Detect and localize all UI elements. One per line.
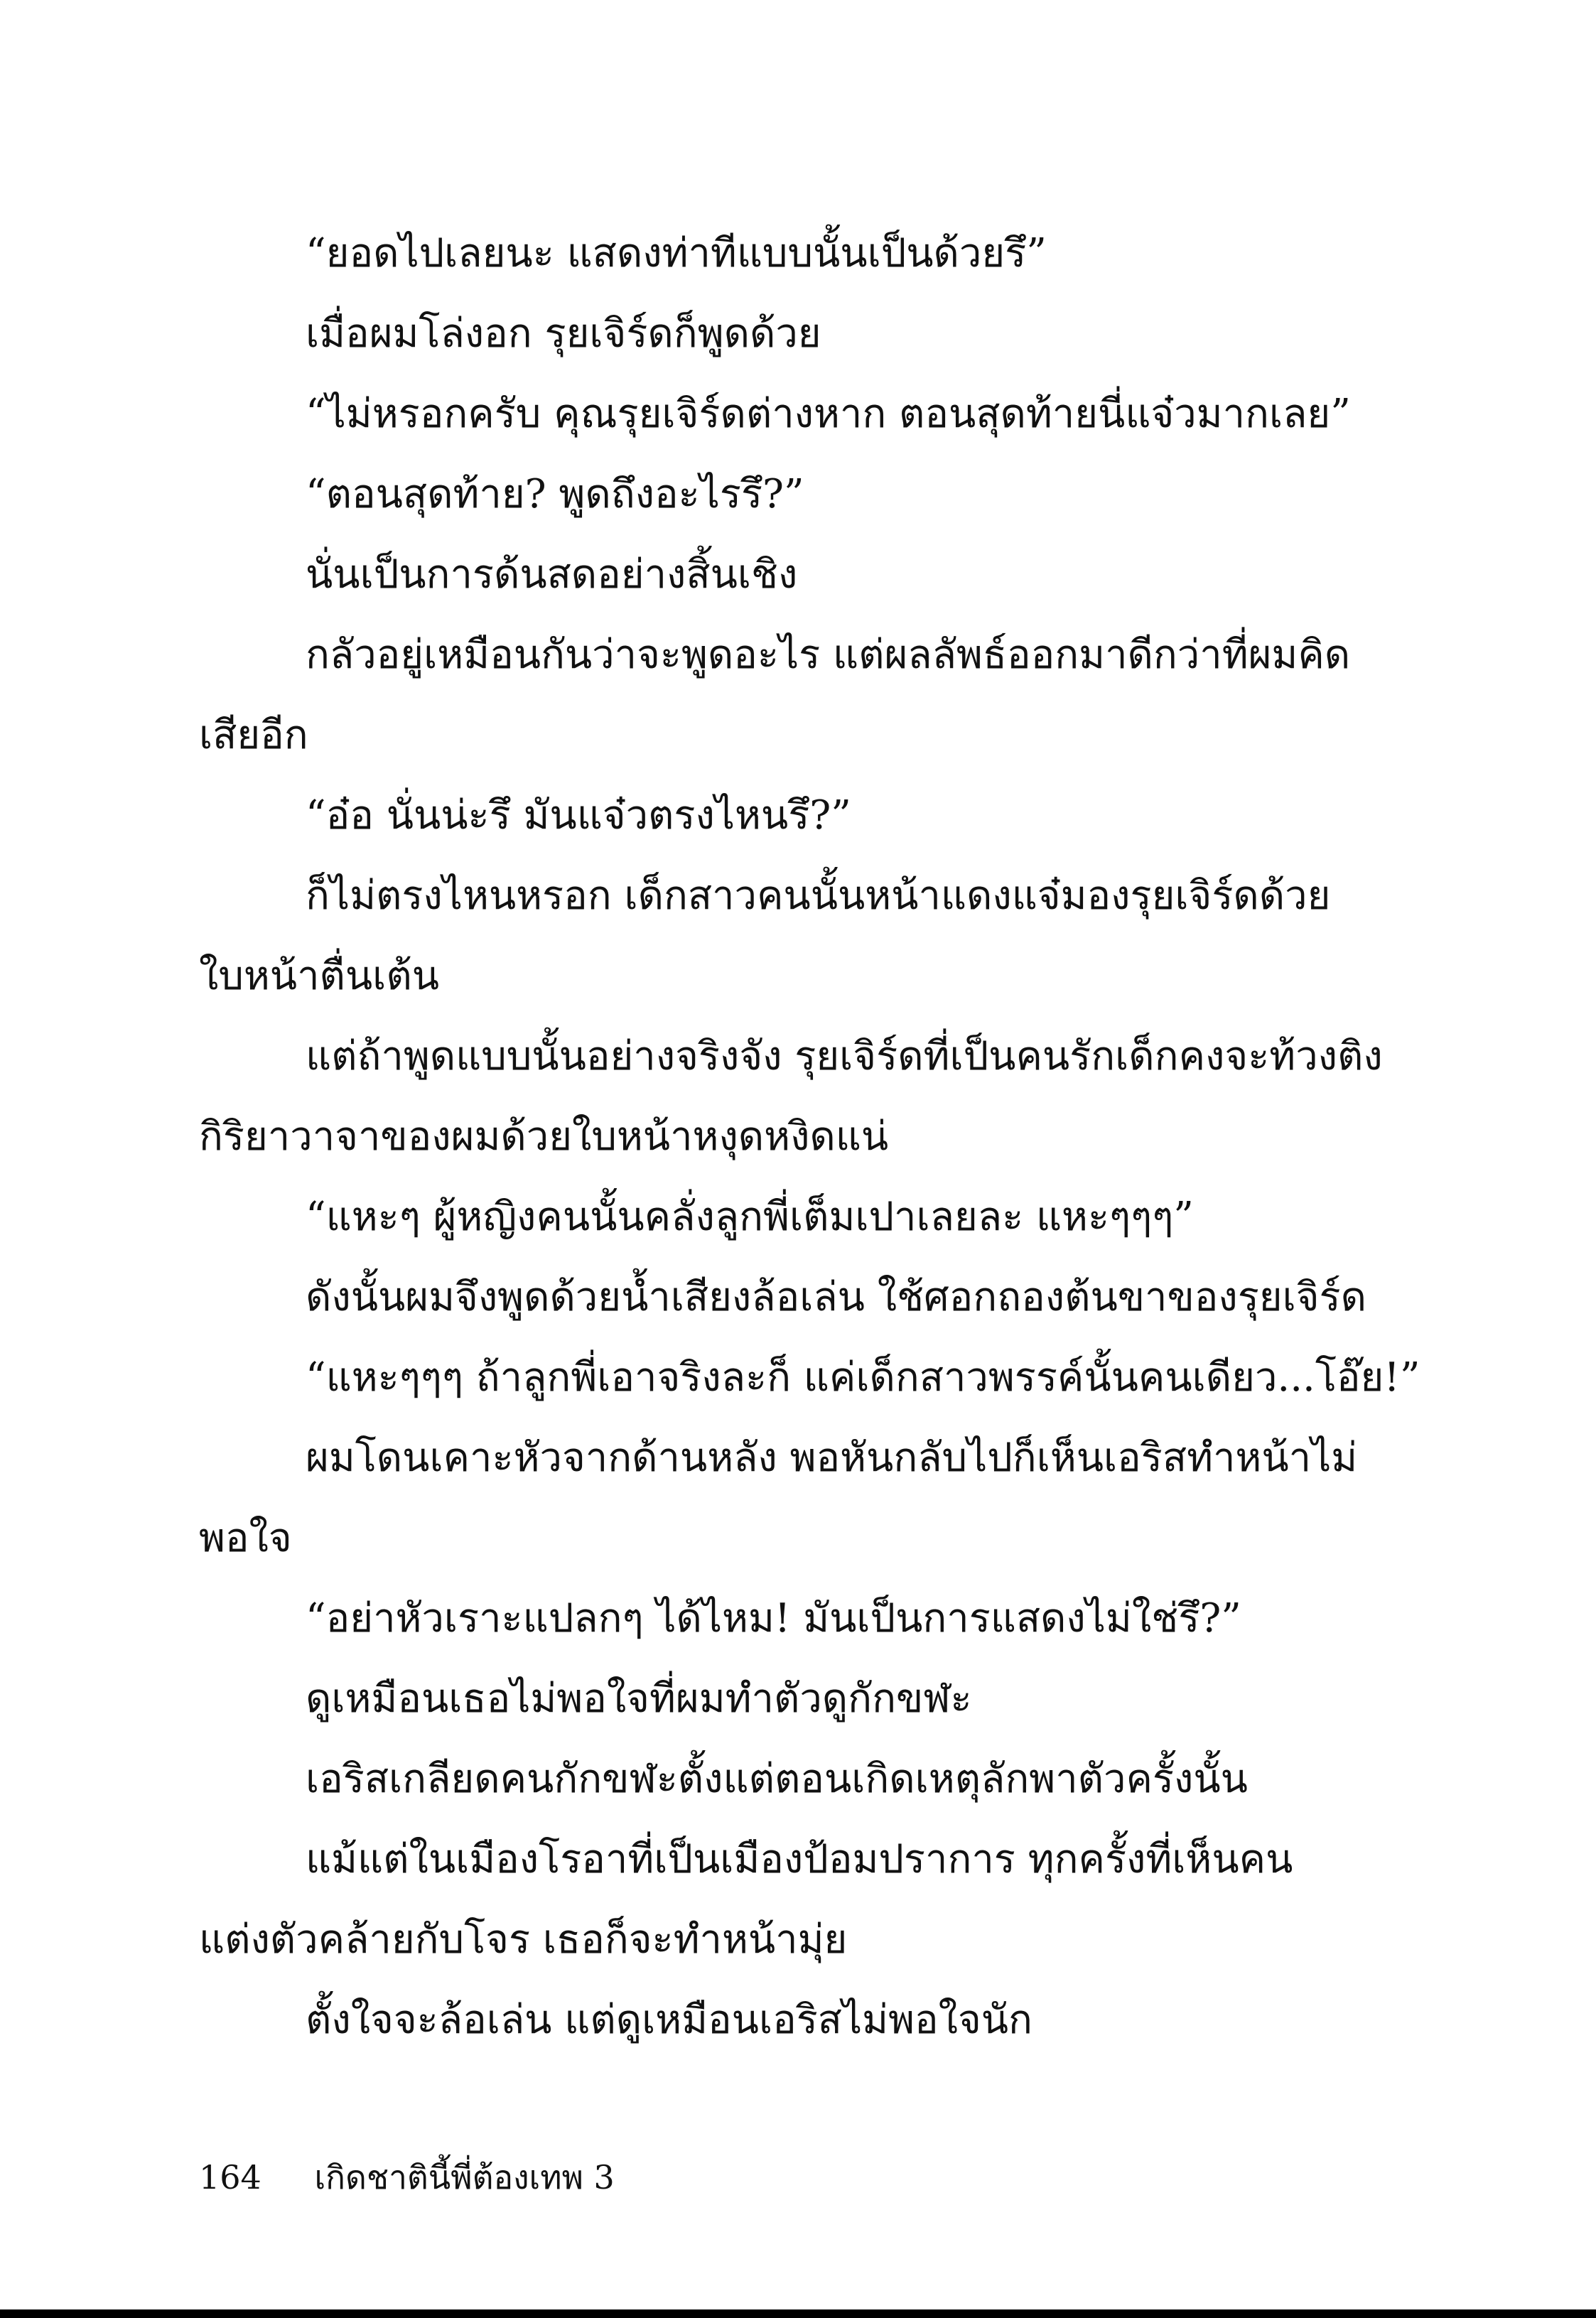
text-line: “ยอดไปเลยนะ แสดงท่าทีแบบนั้นเป็นด้วยรึ”: [306, 230, 1047, 276]
text-line: พอใจ: [199, 1515, 292, 1561]
text-line: ใบหน้าตื่นเต้น: [199, 953, 439, 999]
text-line: “อย่าหัวเราะแปลกๆ ได้ไหม! มันเป็นการแสดงไม่ใช่รึ?”: [306, 1595, 1241, 1642]
text-line: แต่ถ้าพูดแบบนั้นอย่างจริงจัง รุยเจิร์ดที่เป็นคนรักเด็กคงจะท้วงติง: [306, 1033, 1383, 1079]
bottom-border: [0, 2309, 1596, 2318]
text-line: นั่นเป็นการด้นสดอย่างสิ้นเชิง: [306, 551, 798, 598]
text-line: เมื่อผมโล่งอก รุยเจิร์ดก็พูดด้วย: [306, 311, 821, 357]
text-line: เอริสเกลียดคนกักขฬะตั้งแต่ตอนเกิดเหตุลักพาตัวครั้งนั้น: [306, 1756, 1248, 1802]
text-line: “อ๋อ นั่นน่ะรึ มันแจ๋วตรงไหนรึ?”: [306, 792, 851, 839]
text-line: กิริยาวาจาของผมด้วยใบหน้าหงุดหงิดแน่: [199, 1114, 889, 1160]
text-line: ผมโดนเคาะหัวจากด้านหลัง พอหันกลับไปก็เห็นเอริสทำหน้าไม่: [306, 1435, 1358, 1481]
text-line: ตั้งใจจะล้อเล่น แต่ดูเหมือนเอริสไม่พอใจนัก: [306, 1997, 1032, 2043]
text-line: “แหะๆๆๆ ถ้าลูกพี่เอาจริงละก็ แค่เด็กสาวพรรค์นั้นคนเดียว...โอ๊ย!”: [306, 1354, 1420, 1401]
text-line: กลัวอยู่เหมือนกันว่าจะพูดอะไร แต่ผลลัพธ์ออกมาดีกว่าที่ผมคิด: [306, 632, 1351, 678]
text-line: แต่งตัวคล้ายกับโจร เธอก็จะทำหน้ามุ่ย: [199, 1917, 848, 1963]
text-line: แม้แต่ในเมืองโรอาที่เป็นเมืองป้อมปราการ ทุกครั้งที่เห็นคน: [306, 1836, 1293, 1882]
text-line: “แหะๆ ผู้หญิงคนนั้นคลั่งลูกพี่เต็มเปาเลยละ แหะๆๆๆ”: [306, 1194, 1194, 1240]
text-line: “ตอนสุดท้าย? พูดถึงอะไรรึ?”: [306, 471, 804, 517]
page-number: 164: [199, 2158, 261, 2196]
page-footer: [199, 2156, 615, 2199]
book-title: เกิดชาตินี้พี่ต้องเทพ 3: [314, 2158, 615, 2196]
text-line: ก็ไม่ตรงไหนหรอก เด็กสาวคนนั้นหน้าแดงแจ๋มองรุยเจิร์ดด้วย: [306, 873, 1331, 919]
page-body-text: [199, 213, 1420, 2060]
text-line: เสียอีก: [199, 712, 308, 758]
text-line: ดูเหมือนเธอไม่พอใจที่ผมทำตัวดูกักขฬะ: [306, 1676, 972, 1722]
text-line: ดังนั้นผมจึงพูดด้วยน้ำเสียงล้อเล่น ใช้ศอกถองต้นขาของรุยเจิร์ด: [306, 1274, 1366, 1320]
text-line: “ไม่หรอกครับ คุณรุยเจิร์ดต่างหาก ตอนสุดท้ายนี่แจ๋วมากเลย”: [306, 391, 1351, 437]
